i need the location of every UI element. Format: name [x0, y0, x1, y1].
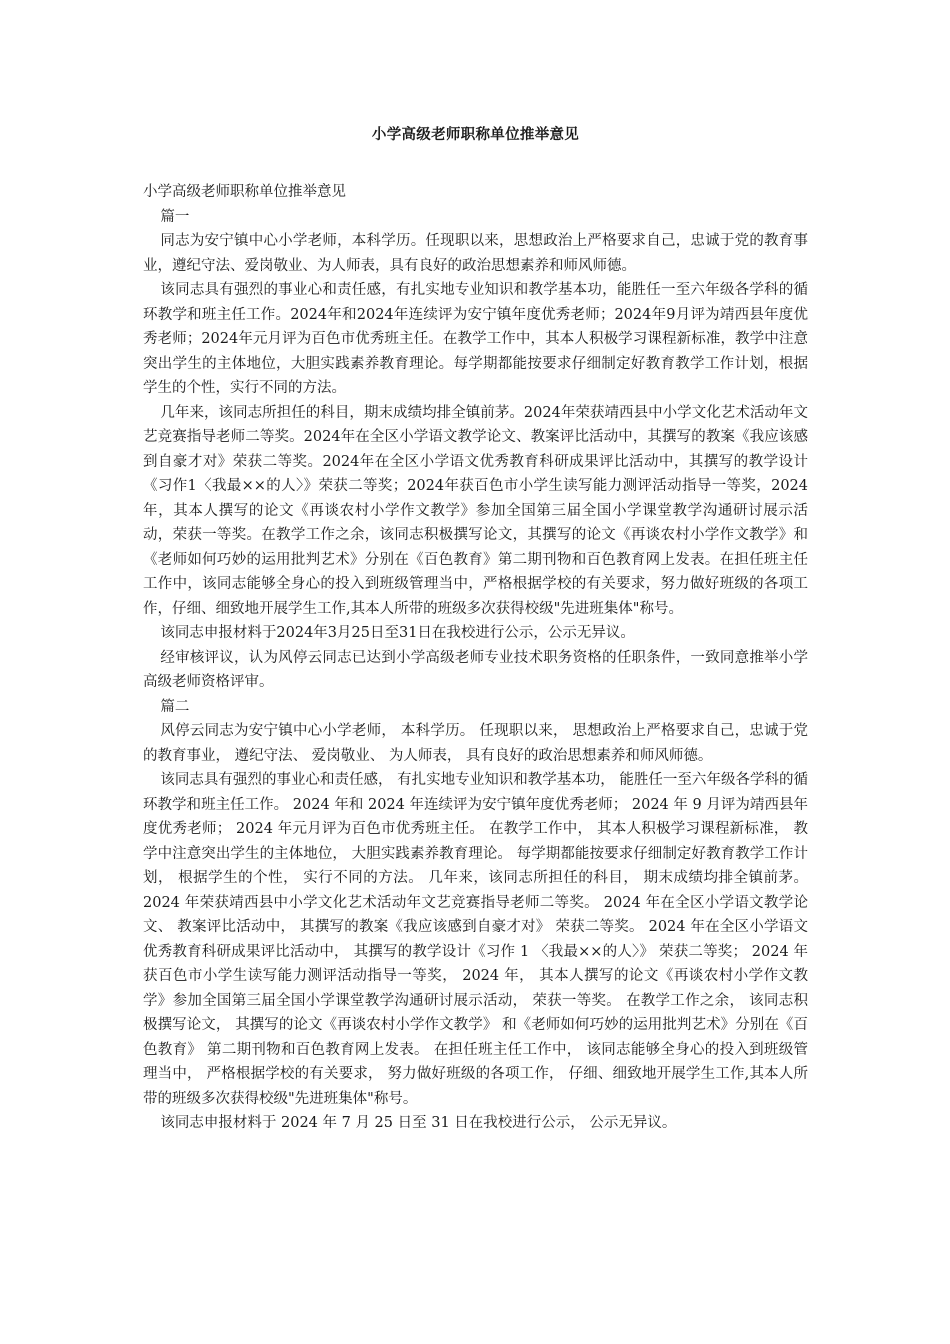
- section-2-paragraph: 该同志申报材料于 2024 年 7 月 25 日至 31 日在我校进行公示， 公示无异议。: [160, 1115, 677, 1131]
- section-2-paragraph: 风停云同志为安宁镇中心小学老师， 本科学历。 任现职以来， 思想政治上严格要求自己，忠诚于党的教育事业， 遵纪守法、 爱岗敬业、 为人师表， 具有良好的政治思想素养和师风师德。: [143, 723, 808, 764]
- section-1-label: 篇一: [160, 208, 190, 225]
- section-1-paragraph: 经审核评议，认为风停云同志已达到小学高级老师专业技术职务资格的任职条件，一致同意推举小学高级老师资格评审。: [143, 649, 808, 690]
- section-1-paragraph: 该同志申报材料于2024年3月25日至31日在我校进行公示，公示无异议。: [160, 625, 635, 641]
- section-2-paragraph: 该同志具有强烈的事业心和责任感， 有扎实地专业知识和教学基本功， 能胜任一至六年级各学科的循环教学和班主任工作。 2024 年和 2024 年连续评为安宁镇年度优秀老师； 2024 年 9 月评为靖西县年度优秀老师； 2024 年元月评为百色市优秀班主任。 在教学工作中， 其本人积极学习课程新标准， 教学中注意突出学生的主体地位， 大胆实践素养教育理论。 每学期都能按要求仔细制定好教育教学工作计划， 根据学生的个性， 实行不同的方法。 几年来，该同志所担任的科目， 期末成绩均排全镇前茅。 2024 年荣获靖西县中小学文化艺术活动年文艺竞赛指导老师二等奖。 2024 年在全区小学语文教学论文、 教案评比活动中， 其撰写的教案《我应该感到自豪才对》 荣获二等奖。 2024 年在全区小学语文优秀教育科研成果评比活动中， 其撰写的教学设计《习作 1 〈我最××的人〉》 荣获二等奖； 2024 年获百色市小学生读写能力测评活动指导一等奖， 2024 年， 其本人撰写的论文《再谈农村小学作文教学》参加全国第三届全国小学课堂教学沟通研讨展示活动， 荣获一等奖。 在教学工作之余， 该同志积极撰写论文， 其撰写的论文《再谈农村小学作文教学》 和《老师如何巧妙的运用批判艺术》分别在《百色教育》 第二期刊物和百色教育网上发表。 在担任班主任工作中， 该同志能够全身心的投入到班级管理当中， 严格根据学校的有关要求， 努力做好班级的各项工作， 仔细、细致地开展学生工作,其本人所带的班级多次获得校级"先进班集体"称号。: [143, 772, 808, 1107]
- section-1-paragraph: 该同志具有强烈的事业心和责任感，有扎实地专业知识和教学基本功，能胜任一至六年级各学科的循环教学和班主任工作。2024年和2024年连续评为安宁镇年度优秀老师；2024年9月评为靖西县年度优秀老师；2024年元月评为百色市优秀班主任。在教学工作中，其本人积极学习课程新标准，教学中注意突出学生的主体地位，大胆实践素养教育理论。每学期都能按要求仔细制定好教育教学工作计划，根据学生的个性，实行不同的方法。: [143, 282, 808, 396]
- document-title: 小学高级老师职称单位推举意见: [371, 126, 580, 143]
- document-page: [143, 124, 808, 1136]
- document-subtitle: 小学高级老师职称单位推举意见: [143, 184, 346, 200]
- section-1-paragraph: 同志为安宁镇中心小学老师，本科学历。任现职以来，思想政治上严格要求自己，忠诚于党的教育事业，遵纪守法、爱岗敬业、为人师表，具有良好的政治思想素养和师风师德。: [143, 233, 808, 274]
- section-1-paragraph: 几年来，该同志所担任的科目，期末成绩均排全镇前茅。2024年荣获靖西县中小学文化艺术活动年文艺竞赛指导老师二等奖。2024年在全区小学语文教学论文、教案评比活动中，其撰写的教案《我应该感到自豪才对》荣获二等奖。2024年在全区小学语文优秀教育科研成果评比活动中，其撰写的教学设计《习作1〈我最××的人〉》荣获二等奖；2024年获百色市小学生读写能力测评活动指导一等奖，2024年，其本人撰写的论文《再谈农村小学作文教学》参加全国第三届全国小学课堂教学沟通研讨展示活动，荣获一等奖。在教学工作之余，该同志积极撰写论文，其撰写的论文《再谈农村小学作文教学》和《老师如何巧妙的运用批判艺术》分别在《百色教育》第二期刊物和百色教育网上发表。在担任班主任工作中，该同志能够全身心的投入到班级管理当中，严格根据学校的有关要求，努力做好班级的各项工作，仔细、细致地开展学生工作,其本人所带的班级多次获得校级"先进班集体"称号。: [143, 404, 808, 617]
- section-2-label: 篇二: [160, 698, 190, 715]
